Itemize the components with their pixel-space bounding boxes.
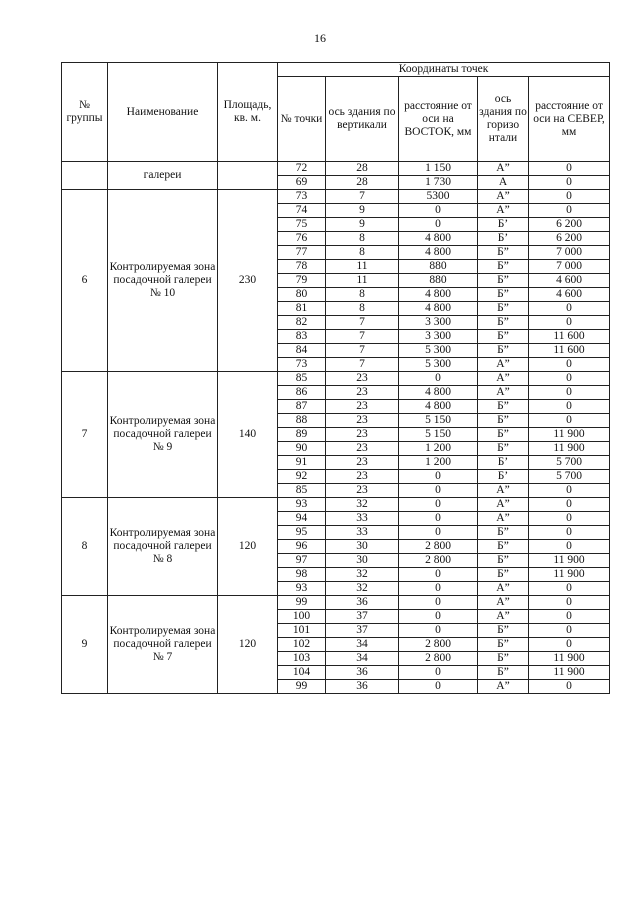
horizontal-axis-cell: Б” bbox=[478, 288, 529, 302]
north-distance-cell: 11 600 bbox=[529, 330, 610, 344]
east-distance-cell: 4 800 bbox=[399, 386, 478, 400]
north-distance-cell: 5 700 bbox=[529, 456, 610, 470]
point-cell: 98 bbox=[278, 568, 326, 582]
east-distance-cell: 0 bbox=[399, 372, 478, 386]
north-distance-cell: 11 900 bbox=[529, 554, 610, 568]
east-distance-cell: 2 800 bbox=[399, 652, 478, 666]
north-distance-cell: 7 000 bbox=[529, 246, 610, 260]
north-distance-cell: 0 bbox=[529, 176, 610, 190]
group-cell: 8 bbox=[62, 498, 108, 596]
point-cell: 85 bbox=[278, 372, 326, 386]
horizontal-axis-cell: Б” bbox=[478, 526, 529, 540]
point-cell: 72 bbox=[278, 162, 326, 176]
horizontal-axis-cell: Б” bbox=[478, 554, 529, 568]
point-cell: 78 bbox=[278, 260, 326, 274]
vertical-axis-cell: 28 bbox=[326, 176, 399, 190]
point-cell: 77 bbox=[278, 246, 326, 260]
point-cell: 93 bbox=[278, 498, 326, 512]
vertical-axis-cell: 7 bbox=[326, 358, 399, 372]
vertical-axis-cell: 34 bbox=[326, 638, 399, 652]
north-distance-cell: 0 bbox=[529, 190, 610, 204]
vertical-axis-cell: 7 bbox=[326, 330, 399, 344]
point-cell: 88 bbox=[278, 414, 326, 428]
header-east-distance: расстояние от оси на ВОСТОК, мм bbox=[399, 77, 478, 162]
point-cell: 86 bbox=[278, 386, 326, 400]
east-distance-cell: 5 300 bbox=[399, 358, 478, 372]
point-cell: 87 bbox=[278, 400, 326, 414]
header-vertical-axis: ось здания по вертикали bbox=[326, 77, 399, 162]
east-distance-cell: 880 bbox=[399, 274, 478, 288]
vertical-axis-cell: 33 bbox=[326, 512, 399, 526]
vertical-axis-cell: 7 bbox=[326, 316, 399, 330]
east-distance-cell: 1 150 bbox=[399, 162, 478, 176]
horizontal-axis-cell: А” bbox=[478, 680, 529, 694]
table-body bbox=[62, 162, 610, 694]
point-cell: 85 bbox=[278, 484, 326, 498]
vertical-axis-cell: 8 bbox=[326, 246, 399, 260]
vertical-axis-cell: 8 bbox=[326, 232, 399, 246]
east-distance-cell: 0 bbox=[399, 498, 478, 512]
vertical-axis-cell: 36 bbox=[326, 596, 399, 610]
east-distance-cell: 0 bbox=[399, 624, 478, 638]
north-distance-cell: 6 200 bbox=[529, 218, 610, 232]
east-distance-cell: 0 bbox=[399, 582, 478, 596]
horizontal-axis-cell: А” bbox=[478, 512, 529, 526]
east-distance-cell: 0 bbox=[399, 680, 478, 694]
north-distance-cell: 0 bbox=[529, 162, 610, 176]
east-distance-cell: 3 300 bbox=[399, 316, 478, 330]
horizontal-axis-cell: Б” bbox=[478, 330, 529, 344]
header-area: Площадь, кв. м. bbox=[218, 63, 278, 162]
point-cell: 81 bbox=[278, 302, 326, 316]
east-distance-cell: 0 bbox=[399, 484, 478, 498]
point-cell: 91 bbox=[278, 456, 326, 470]
north-distance-cell: 11 600 bbox=[529, 344, 610, 358]
coordinates-table bbox=[61, 62, 610, 694]
east-distance-cell: 2 800 bbox=[399, 554, 478, 568]
north-distance-cell: 6 200 bbox=[529, 232, 610, 246]
horizontal-axis-cell: А” bbox=[478, 610, 529, 624]
point-cell: 97 bbox=[278, 554, 326, 568]
group-cell: 7 bbox=[62, 372, 108, 498]
north-distance-cell: 4 600 bbox=[529, 288, 610, 302]
vertical-axis-cell: 23 bbox=[326, 470, 399, 484]
horizontal-axis-cell: Б’ bbox=[478, 456, 529, 470]
point-cell: 75 bbox=[278, 218, 326, 232]
east-distance-cell: 5 150 bbox=[399, 414, 478, 428]
east-distance-cell: 4 800 bbox=[399, 400, 478, 414]
name-cell: галереи bbox=[108, 162, 218, 190]
north-distance-cell: 0 bbox=[529, 204, 610, 218]
point-cell: 80 bbox=[278, 288, 326, 302]
table-row bbox=[62, 596, 610, 610]
point-cell: 93 bbox=[278, 582, 326, 596]
vertical-axis-cell: 11 bbox=[326, 274, 399, 288]
east-distance-cell: 1 200 bbox=[399, 456, 478, 470]
east-distance-cell: 2 800 bbox=[399, 638, 478, 652]
header-point-number: № точки bbox=[278, 77, 326, 162]
horizontal-axis-cell: А” bbox=[478, 484, 529, 498]
north-distance-cell: 4 600 bbox=[529, 274, 610, 288]
vertical-axis-cell: 23 bbox=[326, 484, 399, 498]
name-cell: Контролируемая зона посадочной галереи № 7 bbox=[108, 596, 218, 694]
vertical-axis-cell: 23 bbox=[326, 372, 399, 386]
horizontal-axis-cell: Б’ bbox=[478, 232, 529, 246]
name-cell: Контролируемая зона посадочной галереи № 9 bbox=[108, 372, 218, 498]
east-distance-cell: 5300 bbox=[399, 190, 478, 204]
east-distance-cell: 0 bbox=[399, 666, 478, 680]
horizontal-axis-cell: Б” bbox=[478, 638, 529, 652]
horizontal-axis-cell: Б” bbox=[478, 568, 529, 582]
horizontal-axis-cell: Б” bbox=[478, 666, 529, 680]
point-cell: 94 bbox=[278, 512, 326, 526]
point-cell: 90 bbox=[278, 442, 326, 456]
horizontal-axis-cell: А bbox=[478, 176, 529, 190]
vertical-axis-cell: 7 bbox=[326, 190, 399, 204]
vertical-axis-cell: 37 bbox=[326, 624, 399, 638]
header-horizontal-axis: ось здания по горизо нтали bbox=[478, 77, 529, 162]
point-cell: 101 bbox=[278, 624, 326, 638]
page-number: 16 bbox=[314, 31, 326, 45]
name-cell: Контролируемая зона посадочной галереи № 8 bbox=[108, 498, 218, 596]
area-cell: 120 bbox=[218, 498, 278, 596]
east-distance-cell: 4 800 bbox=[399, 246, 478, 260]
point-cell: 100 bbox=[278, 610, 326, 624]
east-distance-cell: 1 730 bbox=[399, 176, 478, 190]
horizontal-axis-cell: Б” bbox=[478, 316, 529, 330]
group-cell: 9 bbox=[62, 596, 108, 694]
point-cell: 104 bbox=[278, 666, 326, 680]
horizontal-axis-cell: Б’ bbox=[478, 470, 529, 484]
east-distance-cell: 0 bbox=[399, 526, 478, 540]
east-distance-cell: 4 800 bbox=[399, 288, 478, 302]
north-distance-cell: 0 bbox=[529, 414, 610, 428]
table-row bbox=[62, 498, 610, 512]
east-distance-cell: 1 200 bbox=[399, 442, 478, 456]
vertical-axis-cell: 34 bbox=[326, 652, 399, 666]
horizontal-axis-cell: Б” bbox=[478, 414, 529, 428]
horizontal-axis-cell: Б” bbox=[478, 344, 529, 358]
north-distance-cell: 5 700 bbox=[529, 470, 610, 484]
table-row bbox=[62, 190, 610, 204]
vertical-axis-cell: 36 bbox=[326, 680, 399, 694]
horizontal-axis-cell: А” bbox=[478, 358, 529, 372]
north-distance-cell: 0 bbox=[529, 512, 610, 526]
vertical-axis-cell: 32 bbox=[326, 498, 399, 512]
east-distance-cell: 5 300 bbox=[399, 344, 478, 358]
east-distance-cell: 0 bbox=[399, 470, 478, 484]
east-distance-cell: 0 bbox=[399, 218, 478, 232]
east-distance-cell: 0 bbox=[399, 596, 478, 610]
east-distance-cell: 5 150 bbox=[399, 428, 478, 442]
header-north-distance: расстояние от оси на СЕВЕР, мм bbox=[529, 77, 610, 162]
vertical-axis-cell: 8 bbox=[326, 288, 399, 302]
group-cell bbox=[62, 162, 108, 190]
header-coordinates: Координаты точек bbox=[278, 63, 610, 77]
point-cell: 103 bbox=[278, 652, 326, 666]
east-distance-cell: 880 bbox=[399, 260, 478, 274]
east-distance-cell: 2 800 bbox=[399, 540, 478, 554]
vertical-axis-cell: 9 bbox=[326, 204, 399, 218]
north-distance-cell: 0 bbox=[529, 638, 610, 652]
name-cell: Контролируемая зона посадочной галереи № 10 bbox=[108, 190, 218, 372]
horizontal-axis-cell: Б” bbox=[478, 302, 529, 316]
horizontal-axis-cell: А” bbox=[478, 162, 529, 176]
horizontal-axis-cell: А” bbox=[478, 204, 529, 218]
north-distance-cell: 11 900 bbox=[529, 652, 610, 666]
north-distance-cell: 0 bbox=[529, 316, 610, 330]
area-cell: 120 bbox=[218, 596, 278, 694]
table-row bbox=[62, 372, 610, 386]
horizontal-axis-cell: Б” bbox=[478, 246, 529, 260]
point-cell: 69 bbox=[278, 176, 326, 190]
vertical-axis-cell: 37 bbox=[326, 610, 399, 624]
north-distance-cell: 0 bbox=[529, 400, 610, 414]
north-distance-cell: 0 bbox=[529, 358, 610, 372]
horizontal-axis-cell: Б” bbox=[478, 400, 529, 414]
north-distance-cell: 0 bbox=[529, 386, 610, 400]
vertical-axis-cell: 23 bbox=[326, 414, 399, 428]
north-distance-cell: 0 bbox=[529, 610, 610, 624]
north-distance-cell: 11 900 bbox=[529, 428, 610, 442]
vertical-axis-cell: 23 bbox=[326, 428, 399, 442]
point-cell: 74 bbox=[278, 204, 326, 218]
vertical-axis-cell: 23 bbox=[326, 442, 399, 456]
horizontal-axis-cell: Б” bbox=[478, 428, 529, 442]
point-cell: 76 bbox=[278, 232, 326, 246]
header-group: № группы bbox=[62, 63, 108, 162]
point-cell: 73 bbox=[278, 190, 326, 204]
vertical-axis-cell: 28 bbox=[326, 162, 399, 176]
vertical-axis-cell: 32 bbox=[326, 582, 399, 596]
vertical-axis-cell: 30 bbox=[326, 554, 399, 568]
north-distance-cell: 0 bbox=[529, 498, 610, 512]
horizontal-axis-cell: А” bbox=[478, 596, 529, 610]
area-cell: 140 bbox=[218, 372, 278, 498]
east-distance-cell: 3 300 bbox=[399, 330, 478, 344]
point-cell: 95 bbox=[278, 526, 326, 540]
north-distance-cell: 7 000 bbox=[529, 260, 610, 274]
point-cell: 96 bbox=[278, 540, 326, 554]
horizontal-axis-cell: А” bbox=[478, 582, 529, 596]
east-distance-cell: 0 bbox=[399, 512, 478, 526]
point-cell: 99 bbox=[278, 596, 326, 610]
horizontal-axis-cell: А” bbox=[478, 190, 529, 204]
vertical-axis-cell: 23 bbox=[326, 386, 399, 400]
vertical-axis-cell: 11 bbox=[326, 260, 399, 274]
east-distance-cell: 0 bbox=[399, 610, 478, 624]
north-distance-cell: 0 bbox=[529, 540, 610, 554]
area-cell: 230 bbox=[218, 190, 278, 372]
point-cell: 92 bbox=[278, 470, 326, 484]
horizontal-axis-cell: Б” bbox=[478, 652, 529, 666]
vertical-axis-cell: 8 bbox=[326, 302, 399, 316]
north-distance-cell: 0 bbox=[529, 680, 610, 694]
point-cell: 82 bbox=[278, 316, 326, 330]
point-cell: 83 bbox=[278, 330, 326, 344]
point-cell: 89 bbox=[278, 428, 326, 442]
north-distance-cell: 11 900 bbox=[529, 666, 610, 680]
vertical-axis-cell: 9 bbox=[326, 218, 399, 232]
east-distance-cell: 4 800 bbox=[399, 302, 478, 316]
horizontal-axis-cell: Б” bbox=[478, 442, 529, 456]
north-distance-cell: 0 bbox=[529, 624, 610, 638]
area-cell bbox=[218, 162, 278, 190]
vertical-axis-cell: 7 bbox=[326, 344, 399, 358]
north-distance-cell: 0 bbox=[529, 302, 610, 316]
east-distance-cell: 0 bbox=[399, 204, 478, 218]
table-row bbox=[62, 162, 610, 176]
vertical-axis-cell: 36 bbox=[326, 666, 399, 680]
north-distance-cell: 0 bbox=[529, 526, 610, 540]
horizontal-axis-cell: А” bbox=[478, 498, 529, 512]
point-cell: 99 bbox=[278, 680, 326, 694]
point-cell: 84 bbox=[278, 344, 326, 358]
header-name: Наименование bbox=[108, 63, 218, 162]
north-distance-cell: 0 bbox=[529, 582, 610, 596]
north-distance-cell: 11 900 bbox=[529, 442, 610, 456]
horizontal-axis-cell: А” bbox=[478, 372, 529, 386]
group-cell: 6 bbox=[62, 190, 108, 372]
north-distance-cell: 0 bbox=[529, 372, 610, 386]
horizontal-axis-cell: Б” bbox=[478, 260, 529, 274]
vertical-axis-cell: 23 bbox=[326, 456, 399, 470]
east-distance-cell: 4 800 bbox=[399, 232, 478, 246]
point-cell: 102 bbox=[278, 638, 326, 652]
north-distance-cell: 0 bbox=[529, 484, 610, 498]
horizontal-axis-cell: Б” bbox=[478, 540, 529, 554]
horizontal-axis-cell: Б” bbox=[478, 624, 529, 638]
point-cell: 79 bbox=[278, 274, 326, 288]
east-distance-cell: 0 bbox=[399, 568, 478, 582]
horizontal-axis-cell: Б’ bbox=[478, 218, 529, 232]
north-distance-cell: 11 900 bbox=[529, 568, 610, 582]
horizontal-axis-cell: Б” bbox=[478, 274, 529, 288]
horizontal-axis-cell: А” bbox=[478, 386, 529, 400]
vertical-axis-cell: 23 bbox=[326, 400, 399, 414]
north-distance-cell: 0 bbox=[529, 596, 610, 610]
vertical-axis-cell: 30 bbox=[326, 540, 399, 554]
point-cell: 73 bbox=[278, 358, 326, 372]
vertical-axis-cell: 33 bbox=[326, 526, 399, 540]
vertical-axis-cell: 32 bbox=[326, 568, 399, 582]
